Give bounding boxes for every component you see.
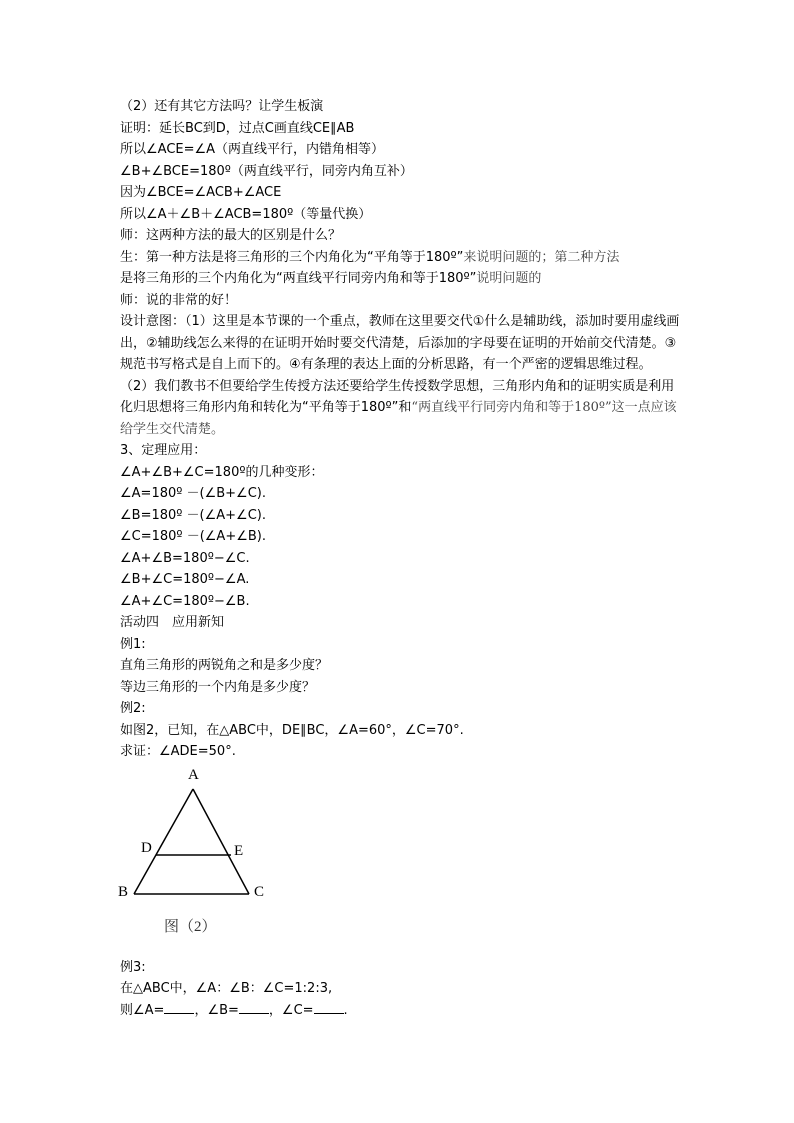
formula-line: ∠B=180º －(∠A+∠C). xyxy=(120,507,266,523)
design-intent-paragraph-2 xyxy=(120,376,680,441)
text-line: ∠B+∠BCE=180º（两直线平行，同旁内角互补） xyxy=(120,163,413,179)
question-line: 直角三角形的两锐角之和是多少度？ xyxy=(120,658,329,673)
text-line: 因为∠BCE=∠ACB+∠ACE xyxy=(120,185,282,200)
question-line: 如图2，已知，在△ABC中，DE∥BC，∠A=60°，∠C=70°. xyxy=(120,722,464,738)
text-line: 师：这两种方法的最大的区别是什么？ xyxy=(120,228,342,243)
question-line: 求证：∠ADE=50°. xyxy=(120,744,236,759)
fill-text: . xyxy=(343,1002,348,1018)
student-answer-part: 说明问题的 xyxy=(476,271,542,286)
example-label: 例3: xyxy=(120,959,146,975)
document-page xyxy=(120,96,680,1021)
answer-blank-a xyxy=(164,1001,194,1014)
student-answer-part: 来说明问题的；第二种方法 xyxy=(463,249,620,265)
text-line: 所以∠ACE=∠A（两直线平行，内错角相等） xyxy=(120,142,385,157)
student-answer-part: 是将三角形的三个内角化为“两直线平行同旁内角和等于180º” xyxy=(120,271,477,286)
vertex-label-e: E xyxy=(234,842,244,859)
student-answer-line-1 xyxy=(120,247,680,269)
design-intent-paragraph: 设计意图：（1）这里是本节课的一个重点，教师在这里要交代①什么是辅助线，添加时要用虚线画出，②辅助线怎么来得的在证明开始时要交代清楚，后添加的字母要在证明的开始前交代清楚。③规范书写格式是自上而下的。④有条理的表达上面的分析思路，有一个严密的逻辑思维过程。 xyxy=(120,314,680,372)
formula-line: ∠A+∠B+∠C=180º的几种变形： xyxy=(120,464,324,480)
text-line: （2）还有其它方法吗？让学生板演 xyxy=(120,99,324,114)
side-ac xyxy=(193,789,249,894)
formula-line: ∠B+∠C=180º−∠A. xyxy=(120,572,250,587)
example-label: 例2: xyxy=(120,701,146,716)
section-heading: 3、定理应用： xyxy=(120,443,207,458)
fill-text: ，∠C= xyxy=(268,1002,314,1018)
fill-in-line xyxy=(120,1000,680,1022)
fill-text: 则∠A= xyxy=(120,1002,165,1018)
fill-text: ，∠B= xyxy=(194,1002,239,1018)
question-line: 在△ABC中，∠A：∠B：∠C=1:2:3, xyxy=(120,981,333,996)
formula-line: ∠A+∠C=180º−∠B. xyxy=(120,593,250,609)
design-intent-part: “两直线平行同旁内角和等于180º”这一点应该给学生交代清楚。 xyxy=(120,400,677,437)
example-label: 例1: xyxy=(120,636,146,652)
student-answer-part: 生：第一种方法是将三角形的三个内角化为“平角等于180º” xyxy=(120,249,464,265)
vertex-label-a: A xyxy=(188,766,199,783)
formula-line: ∠A+∠B=180º−∠C. xyxy=(120,550,250,566)
vertex-label-d: D xyxy=(141,839,152,856)
question-line: 等边三角形的一个内角是多少度？ xyxy=(120,679,316,695)
vertex-label-c: C xyxy=(254,883,265,900)
student-answer-line-2 xyxy=(120,268,680,290)
triangle-diagram xyxy=(120,767,320,957)
text-line: 所以∠A＋∠B＋∠ACB=180º（等量代换） xyxy=(120,206,372,222)
formula-line: ∠C=180º －(∠A+∠B). xyxy=(120,529,266,544)
teacher-praise: 师：说的非常的好！ xyxy=(120,292,238,308)
triangle-figure xyxy=(120,767,320,957)
answer-blank-b xyxy=(239,1001,269,1014)
answer-blank-c xyxy=(314,1001,344,1014)
activity-heading: 活动四 应用新知 xyxy=(120,615,225,630)
design-intent-part: （2）我们教书不但要给学生传授方法还要给学生传授数学思想，三角形内角和的证明实质是利用化归思想将三角形内角和转化为“平角等于180º”和 xyxy=(120,378,675,415)
vertex-label-b: B xyxy=(118,883,129,900)
formula-line: ∠A=180º －(∠B+∠C). xyxy=(120,486,266,501)
text-line: 证明：延长BC到D，过点C画直线CE∥AB xyxy=(120,120,355,136)
figure-caption: 图（2） xyxy=(164,918,217,935)
